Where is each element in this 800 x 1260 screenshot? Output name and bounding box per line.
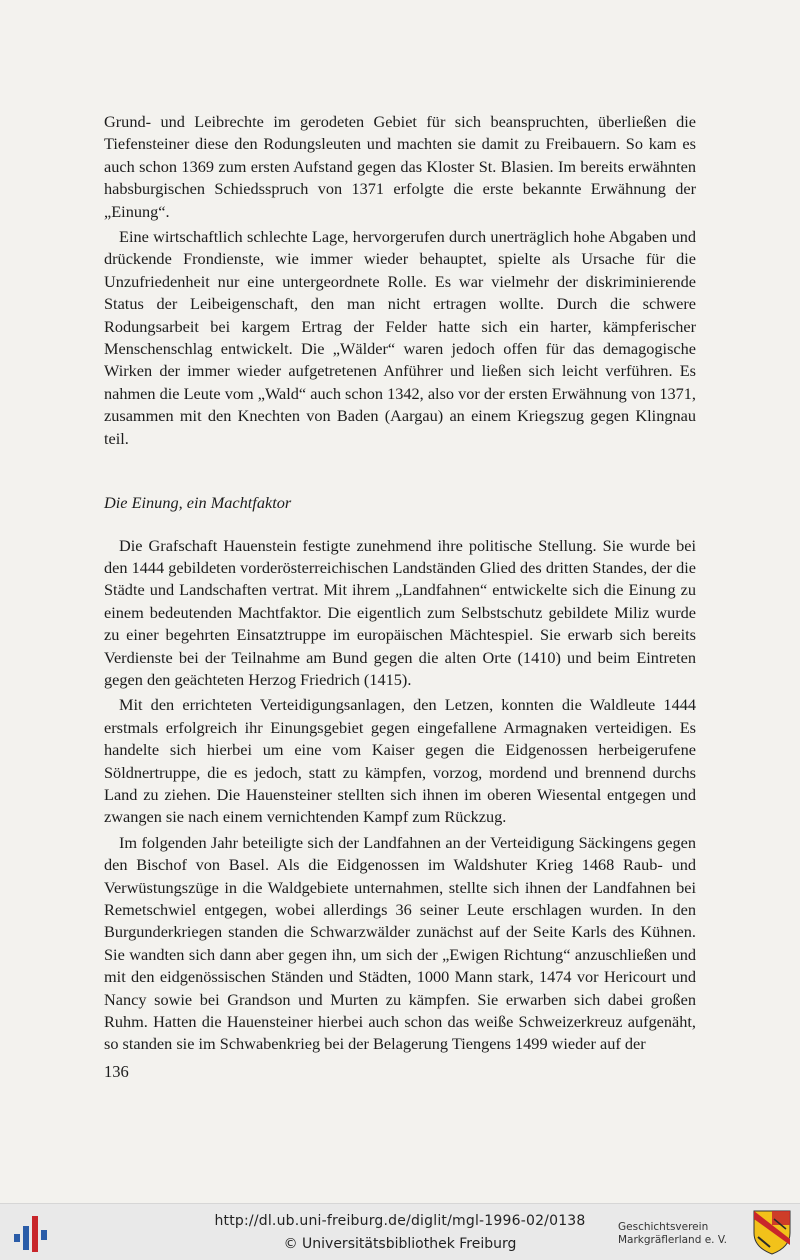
society-line-2: Markgräflerland e. V. bbox=[618, 1234, 728, 1246]
paragraph-5: Im folgenden Jahr beteiligte sich der Landfahnen an der Verteidigung Säckingens gegen den Bischof von Basel. Als die Eidgenossen im Waldshuter Krieg 1468 Raub- und Verwüstungszüge in die Waldgebiete unternahmen, stellte sich ihnen der Landfahnen bei Remetschwiel entgegen, wobei allerdings 36 seiner Leute erschlagen wurden. In den Burgunderkriegen standen die Schwarzwälder zunächst auf der Seite Karls des Kühnen. Sie wandten sich dann aber gegen ihn, um sich der „Ewigen Richtung“ anzuschließen und mit den eidgenössischen Ständen und Städten, 1000 Mann stark, 1474 vor Hericourt und Nancy sowie bei Grandson und Murten zu kämpfen. Sie erwarben sich dabei großen Ruhm. Hatten die Hauensteiner hierbei auch schon das weiße Schweizerkreuz aufgenäht, so standen sie im Schwabenkrieg bei der Belagerung Tiengens 1499 wieder auf der bbox=[104, 832, 696, 1054]
paragraph-3: Die Grafschaft Hauenstein festigte zunehmend ihre politische Stellung. Sie wurde bei den 1444 gebildeten vorderösterreichischen Landständen Glied des dritten Standes, der die Städte und Landschaften vertrat. Mit ihrem „Landfahnen“ entwickelte sich die Einung zu einem bedeutenden Machtfaktor. Die eigentlich zum Selbstschutz gebildete Miliz wurde zu einer begehrten Einsatztruppe im europäischen Mächtespiel. Sie erwarb sich bereits Verdienste bei der Teilnahme am Bund gegen die alten Orte (1410) und beim Eintreten gegen den geächteten Herzog Friedrich (1415). bbox=[104, 535, 696, 689]
footer-copyright: © Universitätsbibliothek Freiburg bbox=[283, 1236, 517, 1252]
paragraph-1: Grund- und Leibrechte im gerodeten Gebiet für sich beanspruchten, überließen die Tiefensteiner diese den Rodungsleuten und machten sie damit zu Freibauern. So kam es auch schon 1369 zum ersten Aufstand gegen das Kloster St. Blasien. Im bereits erwähnten habsburgischen Schiedsspruch von 1371 erfolgte die erste bekannte Erwähnung der „Einung“. bbox=[104, 112, 696, 221]
society-name bbox=[618, 1221, 748, 1247]
body-text bbox=[104, 111, 696, 1056]
coat-of-arms-icon bbox=[752, 1209, 792, 1255]
section-heading: Die Einung, ein Machtfaktor bbox=[104, 493, 292, 513]
footer-url-link[interactable]: http://dl.ub.uni-freiburg.de/diglit/mgl-1996-02/0138 bbox=[214, 1213, 586, 1229]
paragraph-2: Eine wirtschaftlich schlechte Lage, hervorgerufen durch unerträglich hohe Abgaben und drückende Frondienste, wie immer wieder behauptet, spielte als Ursache für die Unzufriedenheit nur eine untergeordnete Rolle. Es war vielmehr der diskriminierende Status der Leibeigenschaft, den man nicht ertragen wollte. Durch die schwere Rodungsarbeit bei kargem Ertrag der Felder hatte sich ein harter, kämpferischer Menschenschlag entwickelt. Die „Wälder“ waren jedoch offen für das demagogische Wirken der immer wieder aufgetretenen Anführer und ließen sich leicht verführen. Es nahmen die Leute vom „Wald“ auch schon 1342, also vor der ersten Erwähnung von 1371, zusammen mit den Knechten von Baden (Aargau) an einem Kriegszug gegen Klingnau teil. bbox=[104, 227, 696, 448]
footer-bar bbox=[0, 1203, 800, 1260]
page-number: 136 bbox=[104, 1062, 129, 1081]
paragraph-4: Mit den errichteten Verteidigungsanlagen, den Letzen, konnten die Waldleute 1444 erstmals erfolgreich ihr Einungsgebiet gegen eingefallene Armagnaken verteidigen. Es handelte sich hierbei um eine vom Kaiser gegen die Eidgenossen herbeigerufene Söldnertruppe, die es jedoch, statt zu kämpfen, vorzog, mordend und brennend durchs Land zu ziehen. Die Hauensteiner stellten sich ihnen im oberen Wiesental entgegen und zwangen sie nach einem vernichtenden Kampf zum Rückzug. bbox=[104, 695, 696, 827]
society-line-1: Geschichtsverein bbox=[618, 1221, 709, 1233]
